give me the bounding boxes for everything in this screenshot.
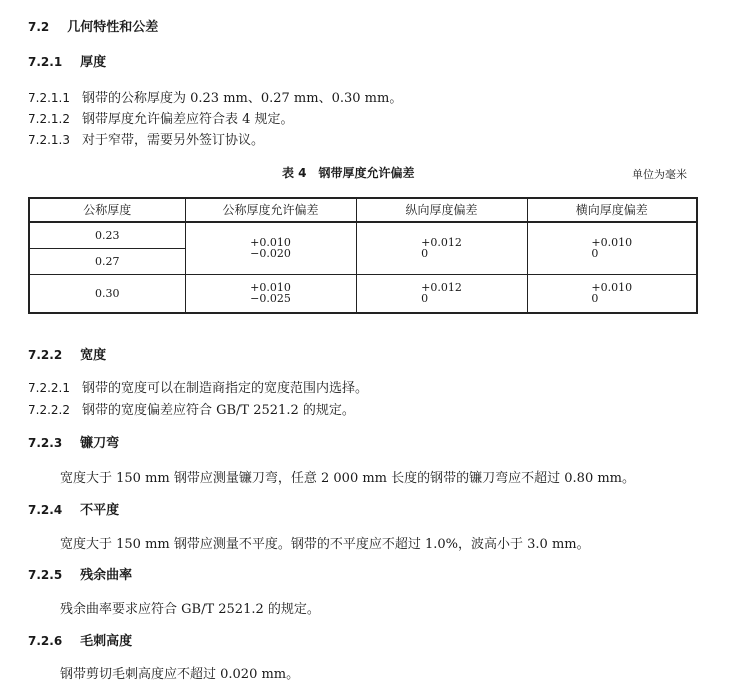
nominal-tolerance-cell xyxy=(185,222,356,274)
section-7-2-3-heading xyxy=(28,432,119,452)
table-header-row xyxy=(29,198,697,222)
table-row xyxy=(29,222,697,248)
clause-number: 7.2.1.1 xyxy=(28,91,70,105)
clause-7-2-1-1 xyxy=(28,87,402,107)
section-7-2-5-body: 残余曲率要求应符合 GB/T 2521.2 的规定。 xyxy=(60,602,320,617)
upper-value: +0.012 xyxy=(421,236,462,250)
section-title: 毛刺高度 xyxy=(80,634,133,649)
section-7-2-6-heading xyxy=(28,630,132,650)
lower-value: 0 xyxy=(591,292,599,306)
section-number: 7.2.6 xyxy=(28,634,63,648)
section-title: 镰刀弯 xyxy=(80,436,120,451)
section-title: 厚度 xyxy=(80,55,107,70)
section-number: 7.2.4 xyxy=(28,503,63,517)
clause-number: 7.2.2.2 xyxy=(28,403,70,417)
upper-value: +0.012 xyxy=(421,281,462,295)
header-nominal-tolerance: 公称厚度允许偏差 xyxy=(185,198,356,222)
upper-value: +0.010 xyxy=(591,236,633,250)
upper-value: +0.010 xyxy=(250,236,291,250)
header-nominal-thickness: 公称厚度 xyxy=(29,198,185,222)
table-row xyxy=(29,274,697,313)
section-7-2-6-body: 钢带剪切毛刺高度应不超过 0.020 mm。 xyxy=(60,667,300,682)
upper-value: +0.010 xyxy=(591,281,633,295)
clause-7-2-2-1 xyxy=(28,377,368,397)
clause-number: 7.2.1.2 xyxy=(28,112,70,126)
section-title: 几何特性和公差 xyxy=(67,20,159,35)
section-title: 残余曲率 xyxy=(80,568,133,583)
section-7-2-3-body: 宽度大于 150 mm 钢带应测量镰刀弯，任意 2 000 mm 长度的钢带的镰刀弯应不超过 0.80 mm。 xyxy=(60,471,635,486)
clause-7-2-1-3 xyxy=(28,129,264,149)
section-7-2-4-heading xyxy=(28,499,119,519)
header-transverse-deviation: 横向厚度偏差 xyxy=(527,198,697,222)
clause-number: 7.2.1.3 xyxy=(28,133,70,147)
section-7-2-4-body: 宽度大于 150 mm 钢带应测量不平度。钢带的不平度应不超过 1.0%，波高小于 3.0 mm。 xyxy=(60,537,590,552)
section-number: 7.2.2 xyxy=(28,348,63,362)
longitudinal-deviation-cell xyxy=(356,274,527,313)
transverse-deviation-cell xyxy=(527,274,697,313)
thickness-cell: 0.23 xyxy=(29,222,185,248)
section-number: 7.2.1 xyxy=(28,55,63,69)
lower-value: 0 xyxy=(421,292,429,306)
header-longitudinal-deviation: 纵向厚度偏差 xyxy=(356,198,527,222)
section-title: 宽度 xyxy=(80,348,107,363)
upper-value: +0.010 xyxy=(250,281,291,295)
nominal-tolerance-cell xyxy=(185,274,356,313)
table-unit: 单位为毫米 xyxy=(632,168,687,181)
clause-7-2-1-2 xyxy=(28,108,294,128)
clause-text: 对于窄带，需要另外签订协议。 xyxy=(81,133,264,148)
table-caption: 表 4 钢带厚度允许偏差 xyxy=(282,166,415,180)
thickness-tolerance-table xyxy=(28,197,698,314)
section-7-2-1-heading xyxy=(28,51,106,71)
clause-text: 钢带的宽度可以在制造商指定的宽度范围内选择。 xyxy=(81,381,368,396)
section-number: 7.2 xyxy=(28,20,50,34)
clause-text: 钢带的公称厚度为 0.23 mm、0.27 mm、0.30 mm。 xyxy=(81,91,403,106)
thickness-cell: 0.30 xyxy=(29,274,185,313)
lower-value: −0.020 xyxy=(250,247,291,261)
section-7-2-2-heading xyxy=(28,344,106,364)
transverse-deviation-cell xyxy=(527,222,697,274)
clause-number: 7.2.2.1 xyxy=(28,381,70,395)
section-number: 7.2.5 xyxy=(28,568,63,582)
clause-7-2-2-2 xyxy=(28,399,355,419)
section-7-2-5-heading xyxy=(28,564,132,584)
section-title: 不平度 xyxy=(80,503,120,518)
lower-value: 0 xyxy=(591,247,599,261)
lower-value: 0 xyxy=(421,247,429,261)
section-7-2-heading xyxy=(28,16,158,36)
longitudinal-deviation-cell xyxy=(356,222,527,274)
clause-text: 钢带的宽度偏差应符合 GB/T 2521.2 的规定。 xyxy=(81,403,355,418)
thickness-cell: 0.27 xyxy=(29,248,185,274)
clause-text: 钢带厚度允许偏差应符合表 4 规定。 xyxy=(81,112,294,127)
section-number: 7.2.3 xyxy=(28,436,63,450)
lower-value: −0.025 xyxy=(250,292,291,306)
